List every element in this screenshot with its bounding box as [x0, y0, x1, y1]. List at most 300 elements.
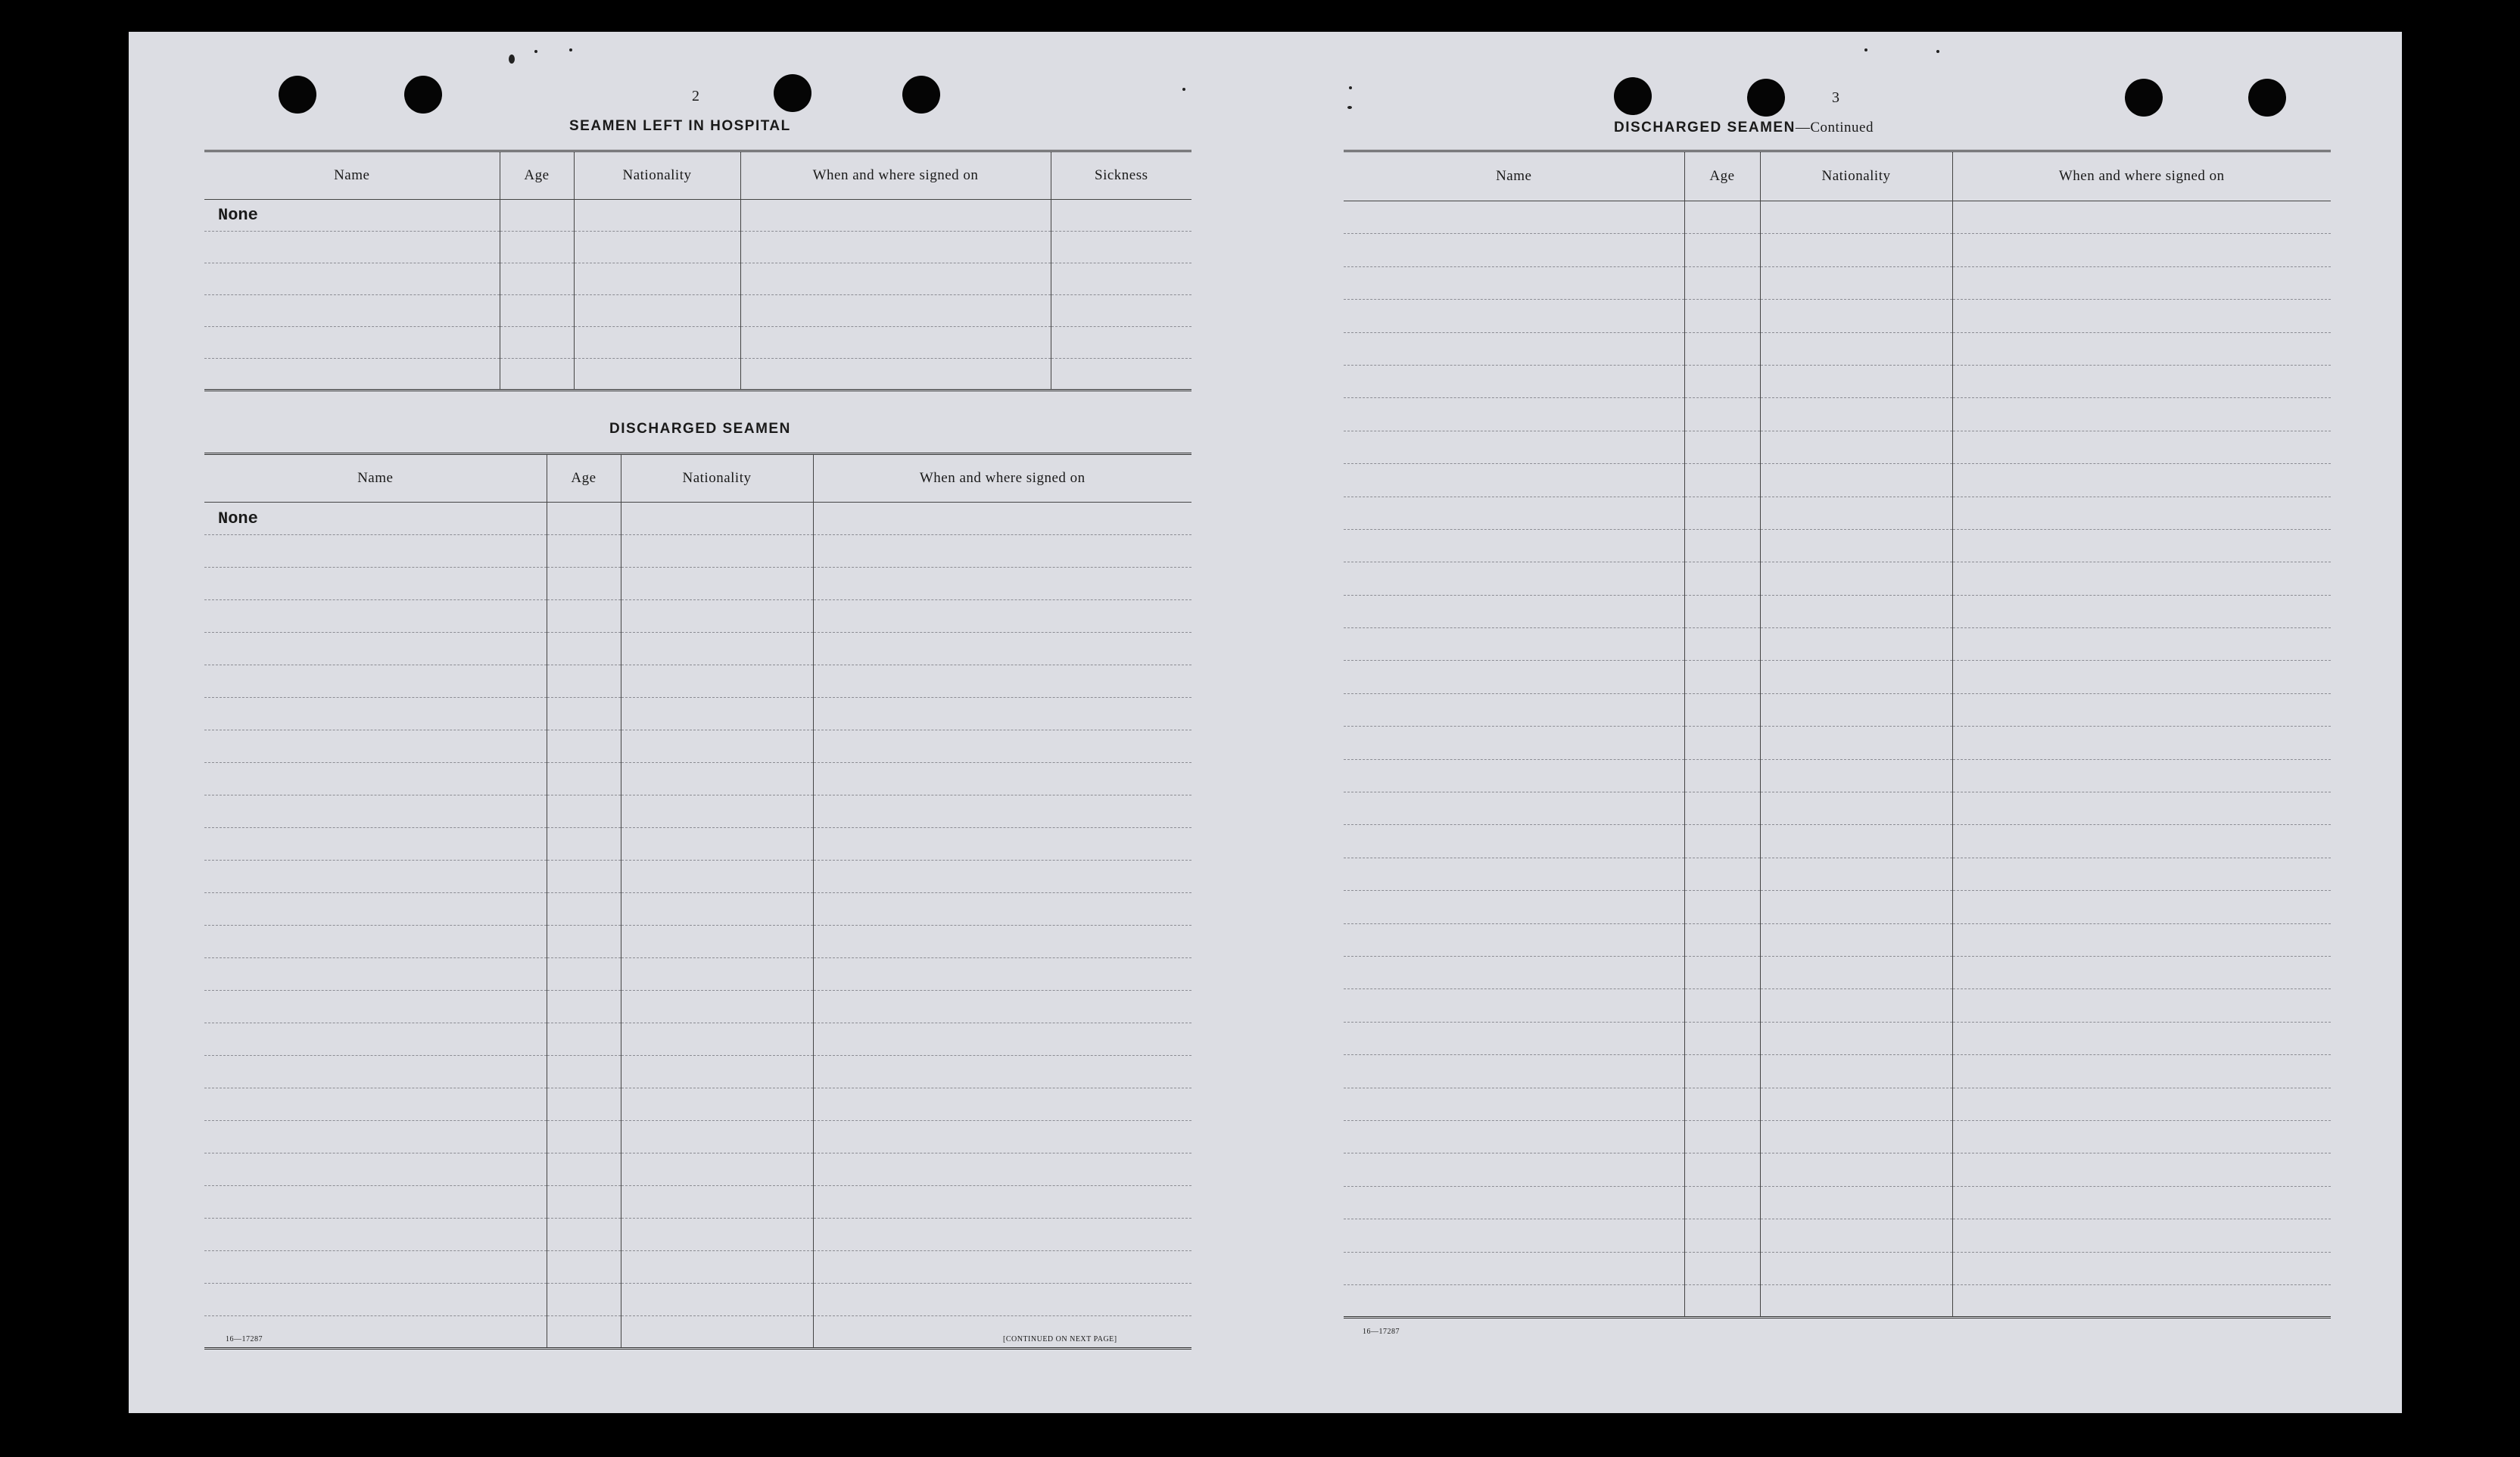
table-row: [1344, 1186, 2331, 1219]
table-cell: [621, 1251, 813, 1284]
table-cell: [1344, 595, 1684, 627]
table-cell: [547, 535, 621, 568]
table-cell: [813, 665, 1191, 698]
table-cell: [1344, 464, 1684, 497]
table-cell: [547, 795, 621, 828]
table-cell: [1760, 727, 1952, 759]
table-cell: [1760, 266, 1952, 299]
table-cell: [621, 1219, 813, 1251]
table-cell: [1344, 989, 1684, 1022]
table-row: [204, 232, 1191, 263]
table-cell: [1760, 956, 1952, 988]
table-cell: [1684, 727, 1760, 759]
table-cell: [1760, 1055, 1952, 1088]
table-cell: [1952, 989, 2331, 1022]
table-cell: [1760, 201, 1952, 234]
table-row: [1344, 956, 2331, 988]
table-row: [1344, 529, 2331, 562]
table-cell: [1684, 431, 1760, 463]
table-cell: [1344, 234, 1684, 266]
table-cell: [204, 1088, 547, 1121]
table-cell: [204, 568, 547, 600]
table-row: [1344, 464, 2331, 497]
table-cell: [813, 1088, 1191, 1121]
table-cell: [1051, 263, 1191, 295]
table-cell: [1952, 858, 2331, 890]
table-row: [204, 263, 1191, 295]
table-cell: [813, 861, 1191, 893]
table-cell: [1344, 201, 1684, 234]
table-cell: [547, 861, 621, 893]
table-cell: [547, 893, 621, 926]
table-row: [1344, 759, 2331, 792]
table-cell: [1760, 1252, 1952, 1284]
table-cell: [1760, 628, 1952, 661]
table-row: [204, 327, 1191, 359]
table-cell: [1344, 956, 1684, 988]
table-row: [204, 1088, 1191, 1121]
table-cell: [547, 568, 621, 600]
table-row: [1344, 891, 2331, 923]
table-cell: [1344, 1153, 1684, 1186]
table-cell: [1684, 1153, 1760, 1186]
form-number: 16—17287: [1363, 1328, 1400, 1336]
table-cell: [1344, 759, 1684, 792]
table-cell: [813, 600, 1191, 633]
table-cell: [1952, 266, 2331, 299]
table-cell: [813, 1023, 1191, 1056]
column-header-signed-on: When and where signed on: [1952, 151, 2331, 201]
table-cell: [1684, 1088, 1760, 1120]
document-sheet: [129, 32, 2402, 1413]
table-cell: [1952, 661, 2331, 693]
table-cell: [500, 327, 574, 359]
table-cell: [740, 200, 1051, 232]
table-cell: [1684, 1284, 1760, 1317]
column-header-age: Age: [1684, 151, 1760, 201]
table-cell: [813, 1056, 1191, 1088]
table-row: [204, 1219, 1191, 1251]
table-cell: [740, 232, 1051, 263]
table-cell: [1952, 332, 2331, 365]
table-row: [1344, 858, 2331, 890]
table-cell: [574, 263, 740, 295]
table-row: [204, 600, 1191, 633]
table-cell: [547, 828, 621, 861]
table-cell: [1344, 398, 1684, 431]
table-cell: [621, 861, 813, 893]
table-cell: [740, 359, 1051, 391]
table-cell: [1684, 464, 1760, 497]
table-row: [1344, 1219, 2331, 1252]
page-number: 2: [692, 88, 699, 104]
table-cell: [574, 200, 740, 232]
section-title-text: DISCHARGED SEAMEN: [1614, 120, 1796, 135]
table-row: [1344, 1088, 2331, 1120]
table-cell: [1760, 300, 1952, 332]
table-cell: [813, 763, 1191, 795]
table-cell: [740, 327, 1051, 359]
punch-hole: [279, 76, 316, 114]
table-cell: [1952, 1088, 2331, 1120]
table-cell: [204, 1251, 547, 1284]
table-row: [1344, 628, 2331, 661]
table-cell: [621, 1088, 813, 1121]
table-cell: [813, 1153, 1191, 1186]
page-number: 3: [1832, 89, 1839, 106]
column-header-name: Name: [204, 454, 547, 503]
table-row: [204, 568, 1191, 600]
table-cell: [813, 991, 1191, 1023]
table-cell: [740, 263, 1051, 295]
table-cell: [621, 535, 813, 568]
table-cell: [547, 1023, 621, 1056]
table-cell: [1760, 595, 1952, 627]
table-cell: [1760, 989, 1952, 1022]
table-cell: [204, 263, 500, 295]
table-cell: [1952, 201, 2331, 234]
table-cell: [1344, 300, 1684, 332]
table-cell: [813, 926, 1191, 958]
table-cell: [1344, 431, 1684, 463]
table-row: [1344, 1022, 2331, 1054]
table-row: [204, 295, 1191, 327]
table-cell: [547, 1316, 621, 1349]
table-cell: [547, 1219, 621, 1251]
table-cell: [1684, 266, 1760, 299]
table-cell: [1952, 1252, 2331, 1284]
table-cell: [1684, 595, 1760, 627]
table-cell: [1684, 923, 1760, 956]
table-cell: [1760, 858, 1952, 890]
table-cell: [1760, 234, 1952, 266]
table-cell: [1760, 529, 1952, 562]
table-row: [204, 1316, 1191, 1349]
table-cell: [813, 568, 1191, 600]
table-cell: [204, 763, 547, 795]
table-cell: [1760, 1088, 1952, 1120]
table-cell: [1344, 497, 1684, 529]
table-cell: [813, 633, 1191, 665]
table-cell: [1760, 661, 1952, 693]
table-cell: [1684, 759, 1760, 792]
table-cell: [1952, 529, 2331, 562]
table-cell: [204, 295, 500, 327]
table-cell: [547, 1056, 621, 1088]
table-cell: [1051, 200, 1191, 232]
section-title-discharged: DISCHARGED SEAMEN: [609, 421, 791, 437]
table-cell: [1344, 1088, 1684, 1120]
table-cell: [204, 1219, 547, 1251]
punch-hole: [1614, 77, 1652, 115]
table-cell: [1952, 1120, 2331, 1153]
column-header-nationality: Nationality: [574, 151, 740, 200]
table-row: [1344, 234, 2331, 266]
column-header-nationality: Nationality: [621, 454, 813, 503]
discharged-continued-table: [1344, 150, 2331, 1318]
table-cell: [1344, 858, 1684, 890]
table-cell: [813, 503, 1191, 535]
table-cell: [1344, 332, 1684, 365]
table-cell: [1760, 332, 1952, 365]
table-cell: [621, 633, 813, 665]
punch-hole: [2248, 79, 2286, 117]
table-cell: [1344, 365, 1684, 397]
table-row: [1344, 1120, 2331, 1153]
table-cell: [204, 958, 547, 991]
table-cell: None: [204, 200, 500, 232]
table-cell: [1952, 1022, 2331, 1054]
table-cell: [1684, 628, 1760, 661]
table-cell: [1952, 300, 2331, 332]
table-cell: [621, 665, 813, 698]
table-cell: [1344, 891, 1684, 923]
table-row: [1344, 365, 2331, 397]
table-cell: [547, 698, 621, 730]
table-row: [204, 861, 1191, 893]
table-cell: [547, 730, 621, 763]
table-row: [1344, 1284, 2331, 1317]
table-cell: [574, 327, 740, 359]
table-cell: [1684, 989, 1760, 1022]
table-cell: [813, 828, 1191, 861]
table-cell: [204, 1056, 547, 1088]
table-cell: [204, 861, 547, 893]
table-cell: [621, 600, 813, 633]
table-row: [204, 535, 1191, 568]
table-cell: [1344, 628, 1684, 661]
table-cell: [204, 1284, 547, 1316]
table-row: [1344, 693, 2331, 726]
table-row: [1344, 727, 2331, 759]
table-cell: [500, 295, 574, 327]
table-row: [1344, 497, 2331, 529]
table-cell: [204, 1023, 547, 1056]
table-cell: [1684, 1219, 1760, 1252]
table-cell: [1760, 759, 1952, 792]
table-cell: [813, 698, 1191, 730]
section-title-suffix: —Continued: [1795, 120, 1874, 135]
table-cell: [813, 1186, 1191, 1219]
table-row: [204, 503, 1191, 535]
table-cell: [1952, 1219, 2331, 1252]
table-cell: [204, 327, 500, 359]
table-cell: [813, 535, 1191, 568]
table-cell: [204, 232, 500, 263]
table-cell: [621, 1153, 813, 1186]
table-cell: [1760, 365, 1952, 397]
table-cell: [1684, 693, 1760, 726]
punch-hole: [404, 76, 442, 114]
table-cell: [1684, 1022, 1760, 1054]
table-cell: [1952, 891, 2331, 923]
table-cell: [1684, 825, 1760, 858]
table-row: [204, 1284, 1191, 1316]
table-cell: [621, 1316, 813, 1349]
table-row: [204, 795, 1191, 828]
table-cell: [547, 763, 621, 795]
table-cell: [547, 1251, 621, 1284]
table-row: [1344, 595, 2331, 627]
table-cell: [204, 359, 500, 391]
table-cell: [1684, 365, 1760, 397]
table-cell: [1684, 332, 1760, 365]
table-cell: [1760, 891, 1952, 923]
table-cell: [1684, 661, 1760, 693]
table-cell: [1760, 1022, 1952, 1054]
table-cell: [1952, 727, 2331, 759]
table-cell: [1344, 1284, 1684, 1317]
column-header-name: Name: [1344, 151, 1684, 201]
table-cell: [1952, 759, 2331, 792]
table-row: [1344, 1252, 2331, 1284]
table-cell: [204, 926, 547, 958]
table-cell: [1952, 1186, 2331, 1219]
table-cell: [813, 1251, 1191, 1284]
table-row: [204, 763, 1191, 795]
table-cell: [1760, 1120, 1952, 1153]
column-header-nationality: Nationality: [1760, 151, 1952, 201]
column-header-age: Age: [547, 454, 621, 503]
table-cell: [547, 991, 621, 1023]
table-row: [204, 633, 1191, 665]
table-cell: [621, 1056, 813, 1088]
table-cell: [1684, 1055, 1760, 1088]
table-cell: [204, 795, 547, 828]
table-cell: [204, 665, 547, 698]
table-cell: [1760, 497, 1952, 529]
column-header-name: Name: [204, 151, 500, 200]
table-cell: [1344, 923, 1684, 956]
table-cell: [547, 958, 621, 991]
table-cell: [1344, 1252, 1684, 1284]
table-cell: [1684, 562, 1760, 595]
punch-hole: [774, 74, 811, 112]
table-cell: [621, 828, 813, 861]
table-cell: [204, 1153, 547, 1186]
punch-hole: [1747, 79, 1785, 117]
table-cell: [547, 926, 621, 958]
table-cell: [813, 1284, 1191, 1316]
table-cell: [1344, 562, 1684, 595]
table-cell: [204, 1186, 547, 1219]
table-row: [204, 828, 1191, 861]
table-cell: [1344, 1055, 1684, 1088]
table-row: [204, 698, 1191, 730]
table-row: [204, 730, 1191, 763]
table-cell: [1344, 693, 1684, 726]
section-title-discharged-continued: [1614, 120, 1874, 136]
table-cell: [1344, 727, 1684, 759]
table-row: [204, 200, 1191, 232]
table-cell: [813, 795, 1191, 828]
table-cell: [1684, 529, 1760, 562]
table-cell: [204, 698, 547, 730]
punch-hole: [2125, 79, 2163, 117]
table-cell: [204, 535, 547, 568]
table-cell: [1760, 398, 1952, 431]
table-cell: [1344, 825, 1684, 858]
table-cell: [1344, 661, 1684, 693]
table-cell: [1684, 398, 1760, 431]
table-cell: [1760, 693, 1952, 726]
table-cell: [813, 893, 1191, 926]
table-cell: [1051, 327, 1191, 359]
table-cell: [621, 958, 813, 991]
table-cell: [1760, 792, 1952, 825]
table-cell: [1952, 1055, 2331, 1088]
table-cell: [1344, 1022, 1684, 1054]
table-cell: [1952, 956, 2331, 988]
table-cell: [204, 633, 547, 665]
table-cell: [621, 991, 813, 1023]
table-cell: [1760, 1219, 1952, 1252]
table-row: [1344, 398, 2331, 431]
table-cell: [813, 1316, 1191, 1349]
table-cell: [1344, 1120, 1684, 1153]
table-cell: [1684, 201, 1760, 234]
table-cell: [547, 1153, 621, 1186]
table-cell: [813, 1121, 1191, 1153]
table-row: [1344, 266, 2331, 299]
form-number: 16—17287: [226, 1335, 263, 1343]
table-row: [1344, 923, 2331, 956]
table-cell: [621, 568, 813, 600]
table-cell: [1684, 1186, 1760, 1219]
table-cell: [1952, 693, 2331, 726]
table-row: [204, 1251, 1191, 1284]
table-cell: [204, 1121, 547, 1153]
table-cell: [1344, 1186, 1684, 1219]
table-cell: [547, 600, 621, 633]
hospital-table: [204, 150, 1191, 391]
table-row: [204, 1121, 1191, 1153]
table-cell: [621, 730, 813, 763]
table-cell: [1952, 825, 2331, 858]
table-cell: [1051, 359, 1191, 391]
table-row: [1344, 562, 2331, 595]
table-cell: [813, 958, 1191, 991]
table-cell: [1952, 628, 2331, 661]
table-cell: [1760, 1186, 1952, 1219]
table-row: [204, 893, 1191, 926]
table-cell: [1952, 398, 2331, 431]
table-cell: [740, 295, 1051, 327]
table-row: [204, 958, 1191, 991]
table-row: [1344, 1153, 2331, 1186]
table-cell: [1952, 595, 2331, 627]
table-row: [1344, 825, 2331, 858]
table-cell: [1684, 497, 1760, 529]
table-cell: [621, 926, 813, 958]
table-cell: [1684, 1252, 1760, 1284]
table-row: [204, 1056, 1191, 1088]
continued-note: [CONTINUED ON NEXT PAGE]: [1003, 1335, 1117, 1343]
table-cell: [204, 828, 547, 861]
table-cell: [621, 1121, 813, 1153]
table-cell: [1684, 956, 1760, 988]
table-cell: [1760, 825, 1952, 858]
column-header-signed-on: When and where signed on: [813, 454, 1191, 503]
table-cell: [1952, 923, 2331, 956]
table-cell: [574, 359, 740, 391]
table-row: [204, 1153, 1191, 1186]
table-cell: [547, 665, 621, 698]
table-cell: [1760, 464, 1952, 497]
table-cell: [1344, 266, 1684, 299]
table-cell: [1952, 562, 2331, 595]
table-cell: [1684, 234, 1760, 266]
